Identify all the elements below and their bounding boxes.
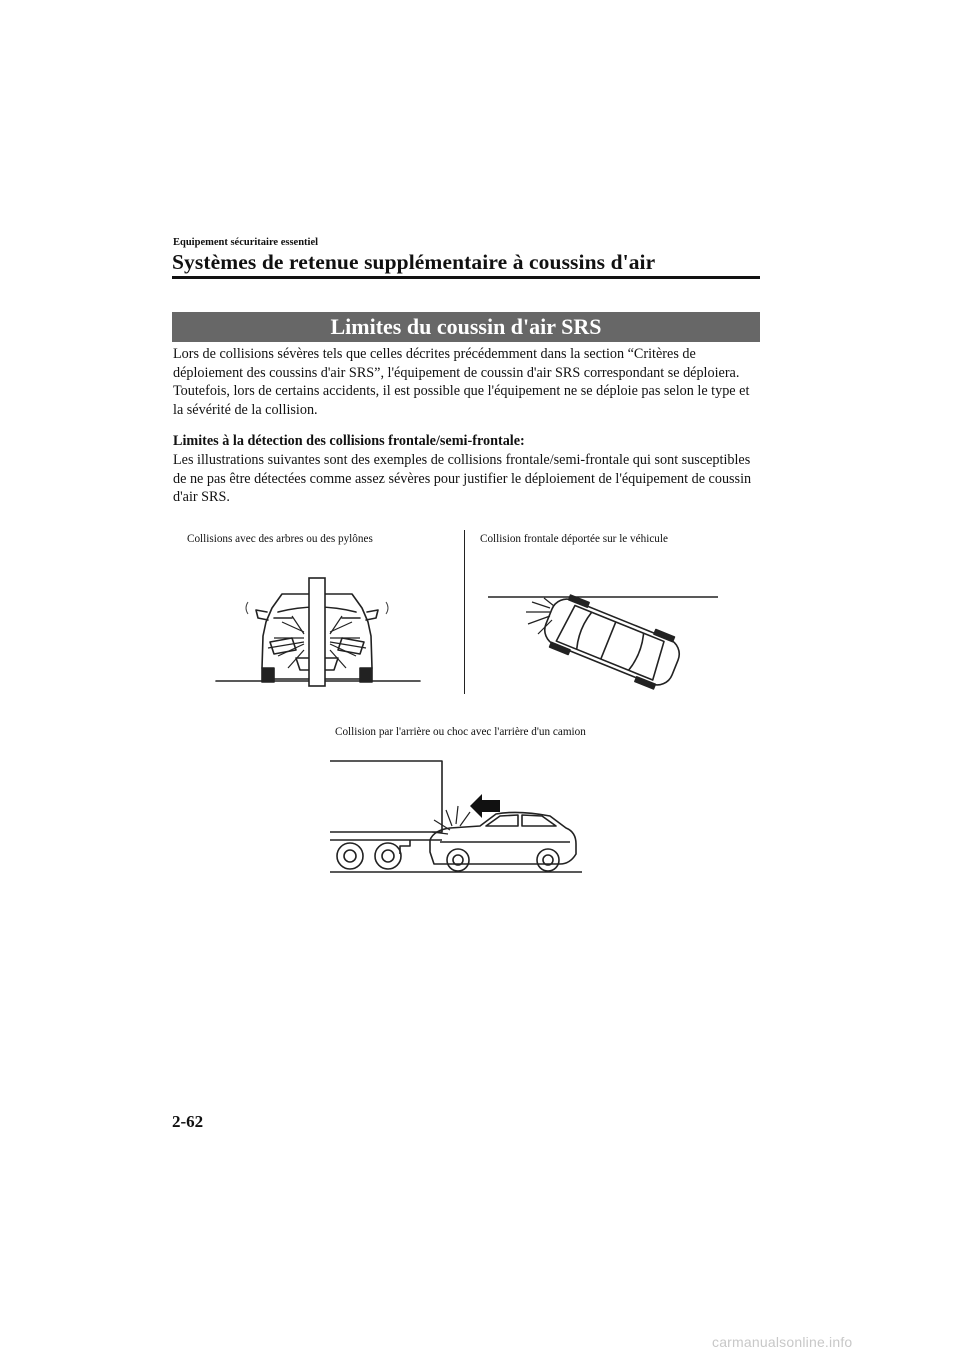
- pole-collision-caption: Collisions avec des arbres ou des pylônes: [187, 533, 373, 545]
- intro-paragraph: Lors de collisions sévères tels que celles décrites précédemment dans la section “Critères de déploiement des coussins d'air SRS”, l'équipement de coussin d'air SRS correspondant se déploiera. Toutefois, lors de certains accidents, il est possible que l'équipement ne se déploie pas selon le type et la sévérité de la collision.: [173, 346, 750, 418]
- sub-paragraph: Les illustrations suivantes sont des exemples de collisions frontale/semi-frontale qui sont susceptibles de ne pas être détectées comme assez sévères pour justifier le déploiement de l'équipement de coussin d'air SRS.: [173, 452, 752, 506]
- offset-collision-caption: Collision frontale déportée sur le véhicule: [480, 533, 668, 545]
- car-front-hitting-pole-icon: [212, 572, 422, 692]
- section-banner: Limites du coussin d'air SRS: [172, 312, 760, 342]
- page-number: 2-62: [172, 1112, 204, 1131]
- illustration-divider: [464, 530, 465, 694]
- car-angled-offset-impact-icon: [484, 588, 724, 688]
- watermark: carmanualsonline.info: [712, 1334, 853, 1350]
- sub-heading: Limites à la détection des collisions frontale/semi-frontale:: [173, 433, 525, 449]
- page-title: Systèmes de retenue supplémentaire à coussins d'air: [172, 250, 656, 274]
- title-rule: [172, 276, 760, 279]
- rear-collision-caption: Collision par l'arrière ou choc avec l'arrière d'un camion: [335, 726, 586, 738]
- car-under-truck-rear-icon: [330, 758, 585, 878]
- section-label: Equipement sécuritaire essentiel: [173, 237, 319, 248]
